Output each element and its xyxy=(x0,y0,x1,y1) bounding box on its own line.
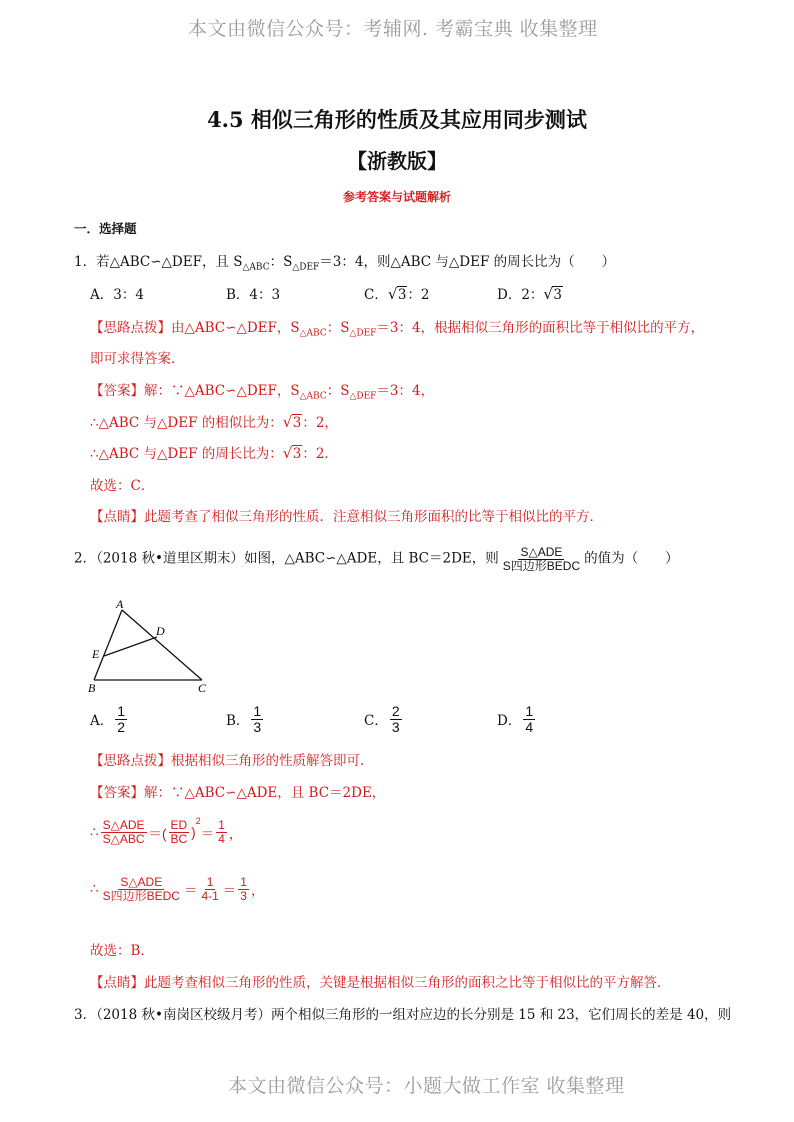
fraction-numerator: S△ADE xyxy=(120,875,163,889)
equation-text: ＝ xyxy=(200,826,215,842)
q1-hint xyxy=(90,316,704,339)
option-label: B． xyxy=(226,713,250,730)
radicand: 3 xyxy=(553,287,563,303)
fraction-denominator: 4 xyxy=(218,832,225,846)
label-d: D xyxy=(156,624,165,638)
equation-text: ， xyxy=(228,826,243,843)
fraction-numerator: 1 xyxy=(240,875,247,889)
hint-sub: △DEF xyxy=(349,328,377,339)
q1-step2 xyxy=(90,442,338,462)
q1-choice: 故选：C． xyxy=(90,478,155,494)
label-c: C xyxy=(198,681,207,694)
equation-fraction xyxy=(216,819,227,845)
radicand: 3 xyxy=(397,287,407,303)
sqrt-symbol xyxy=(283,446,303,462)
fraction-denominator: 3 xyxy=(391,718,400,735)
option-label: C． xyxy=(364,287,388,303)
q1-hint-line2: 即可求得答案． xyxy=(90,351,185,367)
fraction-denominator: BC xyxy=(170,832,188,846)
header-watermark: 本文由微信公众号：考辅网. 考霸宝典 收集整理 xyxy=(188,18,598,40)
fraction-numerator: 1 xyxy=(253,703,262,719)
section-heading: 一．选择题 xyxy=(74,221,137,236)
q1-step1 xyxy=(90,411,338,431)
step-text: ：2， xyxy=(302,415,338,431)
hint-part: ：S xyxy=(326,320,350,336)
fraction-numerator: 1 xyxy=(525,703,534,719)
fraction-numerator: 1 xyxy=(218,818,225,833)
hint-part: ＝3：4，根据相似三角形的面积比等于相似比的平方， xyxy=(376,320,705,336)
q1-option-d xyxy=(497,283,563,303)
step-text: ∴△ABC 与△DEF 的相似比为： xyxy=(90,415,283,431)
option-label: A． xyxy=(90,713,114,730)
option-fraction xyxy=(251,704,263,734)
q2-triangle-figure xyxy=(82,594,222,694)
q2-option-c xyxy=(364,704,404,734)
fraction-denominator: 3 xyxy=(240,888,247,903)
document-subtitle: 【浙教版】 xyxy=(347,149,447,173)
option-fraction xyxy=(115,704,127,734)
equation-text: ＝( xyxy=(148,826,167,842)
answer-sub: △DEF xyxy=(349,391,377,402)
fraction-numerator: 2 xyxy=(391,703,400,719)
answer-part: ：S xyxy=(326,383,350,399)
fraction-denominator: S△ABC xyxy=(102,832,145,846)
therefore-symbol: ∴ xyxy=(90,824,99,841)
equation-fraction xyxy=(101,876,182,902)
q1-comment: 【点睛】此题考查了相似三角形的性质．注意相似三角形面积的比等于相似比的平方． xyxy=(90,509,603,525)
fraction-denominator: S四边形BEDC xyxy=(102,888,180,903)
sqrt-symbol xyxy=(388,287,408,303)
therefore-symbol: ∴ xyxy=(90,881,99,898)
q2-choice: 故选：B． xyxy=(90,943,154,959)
option-fraction xyxy=(390,704,402,734)
fraction-denominator: 4-1 xyxy=(201,888,219,903)
step-text: ∴△ABC 与△DEF 的周长比为： xyxy=(90,446,283,462)
document-title: 4.5 相似三角形的性质及其应用同步测试 xyxy=(207,107,587,132)
hint-sub: △ABC xyxy=(299,328,327,339)
sqrt-symbol xyxy=(283,415,303,431)
answer-part: 【答案】解：∵△ABC∽△DEF，S xyxy=(90,383,300,399)
q2-stem-fraction xyxy=(501,546,582,572)
answer-sub: △ABC xyxy=(299,391,327,402)
q2-option-d xyxy=(497,704,537,734)
fraction-numerator: ED xyxy=(170,818,188,833)
sqrt-symbol xyxy=(543,287,563,303)
q1-stem xyxy=(74,250,615,273)
q1-stem-sub: △ABC xyxy=(242,262,270,273)
q2-answer: 【答案】解：∵△ABC∽△ADE，且 BC＝2DE， xyxy=(90,785,386,801)
equation-text: ) xyxy=(191,825,196,840)
hint-part: 【思路点拨】由△ABC∽△DEF，S xyxy=(90,320,300,336)
option-rest: ：2 xyxy=(407,287,430,303)
footer-watermark: 本文由微信公众号：小题大做工作室 收集整理 xyxy=(228,1075,625,1097)
q1-stem-part: 1．若△ABC∽△DEF，且 S xyxy=(74,254,243,270)
equation-text: ＝ xyxy=(222,883,237,899)
fraction-denominator: 3 xyxy=(253,718,262,735)
side-ab xyxy=(94,610,122,680)
q3-stem: 3．（2018 秋•南岗区校级月考）两个相似三角形的一组对应边的长分别是 15 和 23，它们周长的差是 40，则 xyxy=(74,1007,732,1023)
q2-comment: 【点睛】此题考查相似三角形的性质，关键是根据相似三角形的面积之比等于相似比的平方解答． xyxy=(90,975,671,991)
q1-option-a: A．3：4 xyxy=(90,287,144,303)
q2-hint: 【思路点拨】根据相似三角形的性质解答即可． xyxy=(90,753,374,769)
q1-option-b: B．4：3 xyxy=(226,287,281,303)
equation-fraction xyxy=(199,876,220,902)
equation-fraction xyxy=(169,819,190,845)
radicand: 3 xyxy=(292,415,302,431)
fraction-numerator: 1 xyxy=(206,875,214,889)
q1-option-c xyxy=(364,283,430,303)
q1-stem-part: ：S xyxy=(269,254,293,270)
fraction-denominator: 2 xyxy=(117,718,126,735)
fraction-numerator: S△ADE xyxy=(520,545,563,559)
segment-ed xyxy=(104,637,157,656)
q2-equation-1 xyxy=(90,816,242,846)
fraction-denominator: S四边形BEDC xyxy=(502,558,581,573)
option-fraction xyxy=(523,704,535,734)
q2-equation-2 xyxy=(90,876,264,902)
equation-text: ＝ xyxy=(183,883,198,899)
exponent: 2 xyxy=(195,816,201,826)
label-e: E xyxy=(92,647,100,661)
radicand: 3 xyxy=(292,446,302,462)
label-b: B xyxy=(88,681,96,694)
equation-text: ， xyxy=(250,883,265,900)
fraction-numerator: S△ADE xyxy=(102,818,145,833)
option-label: C． xyxy=(364,713,388,730)
option-label: D． xyxy=(497,713,522,730)
q2-stem xyxy=(74,546,679,572)
q2-stem-part: 2．（2018 秋•道里区期末）如图，△ABC∽△ADE，且 BC＝2DE，则 xyxy=(74,550,499,567)
fraction-denominator: 4 xyxy=(525,718,534,735)
q2-stem-part: 的值为（ ） xyxy=(584,550,679,567)
q2-option-a xyxy=(90,704,129,734)
option-label: D．2： xyxy=(497,287,544,303)
q1-answer xyxy=(90,379,434,402)
q1-stem-part: ＝3：4，则△ABC 与△DEF 的周长比为（ ） xyxy=(319,254,616,270)
fraction-numerator: 1 xyxy=(117,703,126,719)
equation-fraction xyxy=(101,819,147,845)
q1-stem-sub: △DEF xyxy=(292,262,320,273)
equation-fraction xyxy=(238,876,249,902)
label-a: A xyxy=(116,597,124,611)
step-text: ：2． xyxy=(302,446,338,462)
answer-heading: 参考答案与试题解析 xyxy=(342,190,451,204)
q2-option-b xyxy=(226,704,265,734)
answer-part: ＝3：4， xyxy=(376,383,435,399)
